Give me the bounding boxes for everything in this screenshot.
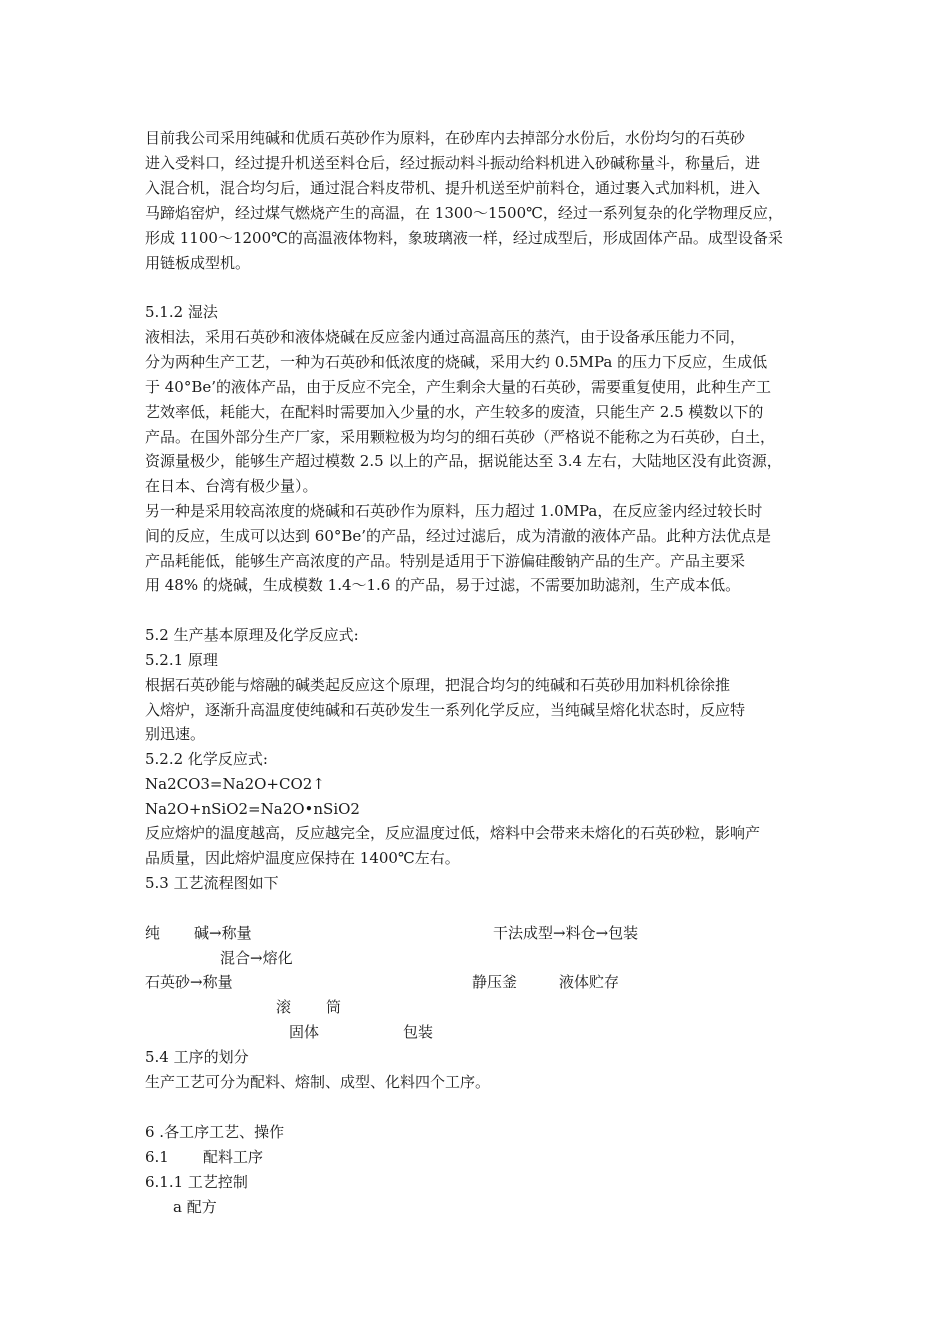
wet-method-line: 资源量极少，能够生产超过模数 2.5 以上的产品，据说能达至 3.4 左右，大陆地区没有此资源，	[145, 452, 782, 470]
division-text: 生产工艺可分为配料、熔制、成型、化料四个工序。	[145, 1073, 491, 1091]
flow-static-kettle: 静压釜	[472, 973, 518, 991]
wet-method-line: 液相法，采用石英砂和液体烧碱在反应釜内通过高温高压的蒸汽，由于设备承压能力不同，	[145, 328, 746, 346]
section-heading-5-3: 5.3 工艺流程图如下	[145, 874, 279, 892]
section-heading-5-2-2: 5.2.2 化学反应式:	[145, 750, 268, 768]
wet-method-line: 另一种是采用较高浓度的烧碱和石英砂作为原料，压力超过 1.0MPa，在反应釜内经过较长时	[145, 502, 763, 520]
reaction-equation-2: Na2O+nSiO2=Na2O•nSiO2	[145, 800, 360, 818]
flow-liquid-storage: 液体贮存	[559, 973, 620, 991]
wet-method-line: 艺效率低，耗能大，在配料时需要加入少量的水，产生较多的废渣，只能生产 2.5 模数以下的	[145, 403, 764, 421]
wet-method-line: 分为两种生产工艺，一种为石英砂和低浓度的烧碱，采用大约 0.5MPa 的压力下反应，生成低	[145, 353, 768, 371]
intro-line: 用链板成型机。	[145, 254, 251, 272]
section-number-6-1: 6.1	[145, 1148, 169, 1166]
wet-method-line: 用 48% 的烧碱，生成模数 1.4～1.6 的产品，易于过滤，不需要加助滤剂，生产成本低。	[145, 576, 741, 594]
principle-line: 入熔炉，逐渐升高温度使纯碱和石英砂发生一系列化学反应，当纯碱呈熔化状态时，反应特	[145, 701, 746, 719]
flow-sand-weigh: 石英砂→称量	[145, 973, 233, 991]
flow-soda-char: 纯	[145, 924, 161, 942]
intro-line: 目前我公司采用纯碱和优质石英砂作为原料，在砂库内去掉部分水份后，水份均匀的石英砂	[145, 129, 746, 147]
intro-line: 马蹄焰窑炉，经过煤气燃烧产生的高温，在 1300～1500℃，经过一系列复杂的化学物理反应，	[145, 204, 783, 222]
flow-dry-forming: 干法成型→料仓→包装	[493, 924, 639, 942]
section-heading-6-1-1: 6.1.1 工艺控制	[145, 1173, 248, 1191]
intro-line: 进入受料口，经过提升机送至料仓后，经过振动料斗振动给料机进入砂碱称量斗，称量后，进	[145, 154, 761, 172]
flow-drum-char-1: 滚	[276, 998, 292, 1016]
reaction-note-line: 反应熔炉的温度越高，反应越完全，反应温度过低，熔料中会带来未熔化的石英砂粒，影响产	[145, 824, 761, 842]
flow-packing: 包装	[403, 1023, 434, 1041]
section-heading-5-1-2: 5.1.2 湿法	[145, 303, 218, 321]
section-heading-5-2: 5.2 生产基本原理及化学反应式:	[145, 626, 359, 644]
wet-method-line: 间的反应，生成可以达到 60°Be’的产品，经过过滤后，成为清澈的液体产品。此种方法优点是	[145, 527, 772, 545]
wet-method-line: 产品。在国外部分生产厂家，采用颗粒极为均匀的细石英砂（严格说不能称之为石英砂，白土，	[145, 428, 776, 446]
intro-line: 入混合机，混合均匀后，通过混合料皮带机、提升机送至炉前料仓，通过裹入式加料机，进入	[145, 179, 761, 197]
flow-solid: 固体	[289, 1023, 320, 1041]
section-heading-6: 6 .各工序工艺、操作	[145, 1123, 285, 1141]
principle-line: 别迅速。	[145, 725, 206, 743]
wet-method-line: 在日本、台湾有极少量）。	[145, 477, 318, 495]
reaction-equation-1: Na2CO3=Na2O+CO2↑	[145, 775, 325, 793]
flow-drum-char-2: 筒	[326, 998, 342, 1016]
section-heading-5-2-1: 5.2.1 原理	[145, 651, 218, 669]
section-heading-5-4: 5.4 工序的划分	[145, 1048, 249, 1066]
wet-method-line: 产品耗能低，能够生产高浓度的产品。特别是适用于下游偏硅酸钠产品的生产。产品主要采	[145, 552, 746, 570]
wet-method-line: 于 40°Be’的液体产品，由于反应不完全，产生剩余大量的石英砂，需要重复使用，此种生产工	[145, 378, 772, 396]
item-a-formula: a 配方	[173, 1198, 217, 1216]
principle-line: 根据石英砂能与熔融的碱类起反应这个原理，把混合均匀的纯碱和石英砂用加料机徐徐推	[145, 676, 731, 694]
reaction-note-line: 品质量，因此熔炉温度应保持在 1400℃左右。	[145, 849, 460, 867]
intro-line: 形成 1100～1200℃的高温液体物料，象玻璃液一样，经过成型后，形成固体产品。成型设备采	[145, 229, 783, 247]
flow-soda-weigh: 碱→称量	[194, 924, 252, 942]
section-title-6-1: 配料工序	[203, 1148, 264, 1166]
flow-mix-melt: 混合→熔化	[220, 949, 293, 967]
